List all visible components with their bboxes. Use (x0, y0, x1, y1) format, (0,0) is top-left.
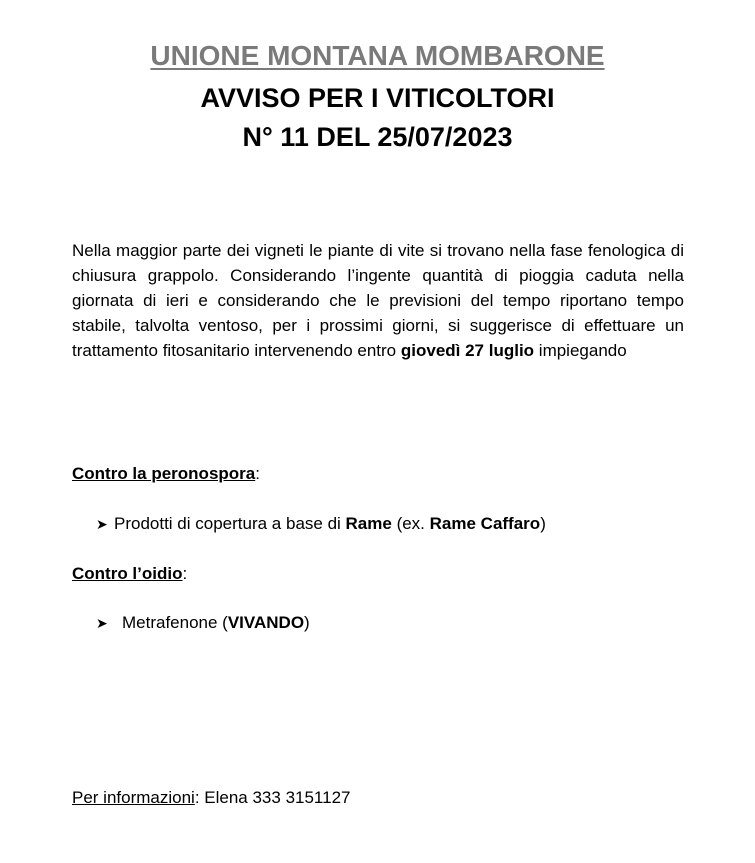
heading-text: Contro la peronospora (72, 464, 256, 483)
list-item-rame (96, 511, 546, 537)
contact-info (72, 785, 350, 810)
heading-text: Contro l’oidio (72, 564, 183, 583)
paragraph-text: Nella maggior parte dei vigneti le piante di vite si trovano nella fase fenologica di chiusura grappolo. Considerando l’ingente quantità di pioggia caduta nella giornata di ieri e considerando che le previsioni del tempo riportano tempo stabile, talvolta ventoso, per i prossimi giorni, si suggerisce di effettuare un trattamento fitosanitario intervenendo entro (72, 241, 684, 360)
list-item-metrafenone (96, 610, 310, 636)
notice-title: AVVISO PER I VITICOLTORI (200, 83, 555, 113)
section-heading-oidio: Contro l’oidio: (72, 564, 188, 583)
list-item-text: Prodotti di copertura a base di Rame (ex. Rame Caffaro) (114, 514, 546, 533)
arrowhead-bullet-icon: ➤ (96, 516, 108, 532)
contact-details: : Elena 333 3151127 (194, 788, 351, 807)
main-paragraph (72, 238, 684, 363)
arrowhead-bullet-icon: ➤ (96, 615, 108, 631)
deadline-date: giovedì 27 luglio (400, 341, 535, 360)
section-heading-peronospora: Contro la peronospora: (72, 464, 260, 483)
contact-label: Per informazioni (72, 788, 195, 807)
paragraph-end: impiegando (534, 341, 627, 360)
organization-title: UNIONE MONTANA MOMBARONE (150, 40, 605, 71)
list-item-text: Metrafenone (VIVANDO) (122, 613, 310, 632)
notice-number: N° 11 DEL 25/07/2023 (242, 122, 513, 152)
